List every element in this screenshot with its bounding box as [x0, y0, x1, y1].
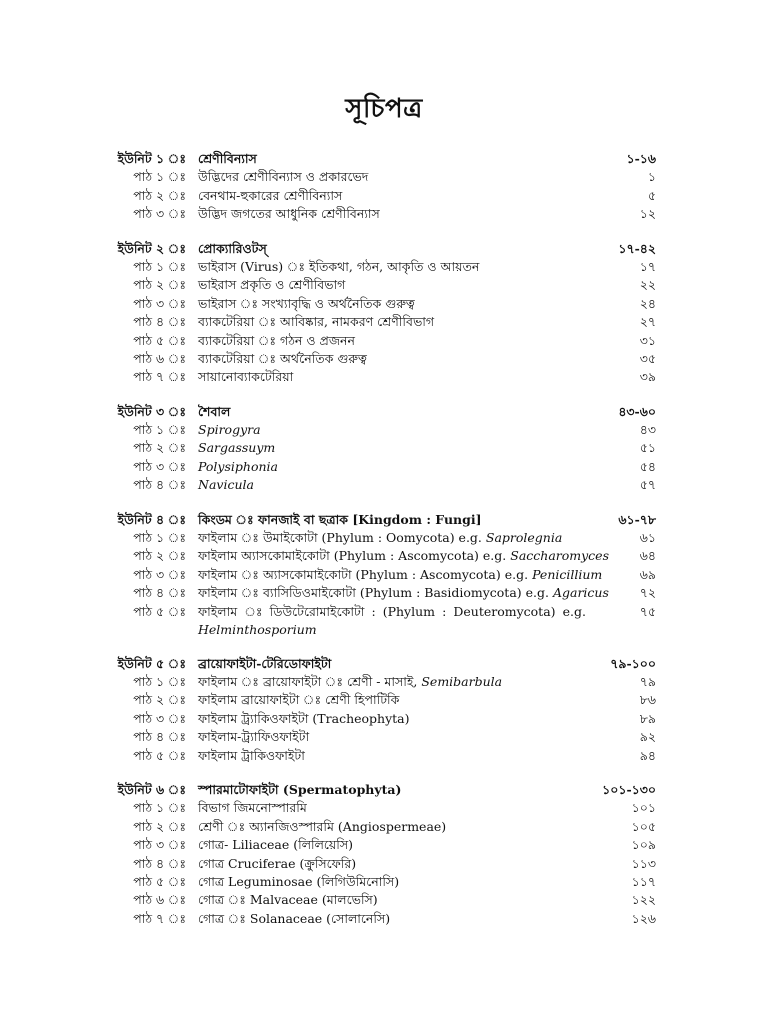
- lesson-page: ৩১: [639, 332, 656, 348]
- unit-label: ইউনিট ৬ ঃ: [117, 781, 186, 797]
- unit-title: [198, 511, 598, 529]
- lesson-row[interactable]: [0, 187, 768, 205]
- unit-1: [0, 150, 768, 224]
- lesson-title: গোত্র ঃ Malvaceae (মালভেসি): [198, 892, 378, 908]
- unit-3: [0, 403, 768, 495]
- lesson-title: গোত্র ঃ Solanaceae (সোলানেসি): [198, 910, 391, 926]
- lesson-label: পাঠ ১ ঃ: [133, 530, 186, 546]
- lesson-title: উদ্ভিদ জগতের আধুনিক শ্রেণীবিন্যাস: [198, 206, 380, 222]
- lesson-label: পাঠ ৫ ঃ: [133, 603, 186, 619]
- lesson-title: ভাইরাস প্রকৃতি ও শ্রেণীবিভাগ: [198, 277, 346, 293]
- lesson-page: ১২৬: [631, 910, 656, 926]
- lesson-page: ৫৭: [639, 477, 656, 493]
- lesson-title: গোত্র- Liliaceae (লিলিয়েসি): [198, 837, 353, 853]
- lesson-title-text: ফাইলাম ঃ ব্যাসিডিওমাইকোটা (Phylum : Basidiomycota) e.g.: [198, 585, 549, 601]
- lesson-row[interactable]: [0, 476, 768, 494]
- lesson-label: পাঠ ৪ ঃ: [133, 477, 186, 493]
- lesson-title: Spirogyra: [198, 422, 261, 438]
- lesson-title: Sargassuym: [198, 440, 276, 456]
- lesson-page: ১২: [639, 206, 656, 222]
- lesson-title-text: ফাইলাম অ্যাসকোমাইকোটা (Phylum : Ascomycota) e.g.: [198, 548, 507, 564]
- unit-title: ব্রায়োফাইটা-টেরিডোফাইটা: [198, 655, 332, 671]
- lesson-row[interactable]: [0, 439, 768, 457]
- unit-label: ইউনিট ৩ ঃ: [117, 403, 186, 419]
- lesson-label: পাঠ ৬ ঃ: [133, 892, 186, 908]
- lesson-title-word: Deuteromycota): [453, 603, 556, 619]
- lesson-title-word: ডিউটেরোমাইকোটা: [269, 603, 365, 619]
- lesson-title: ব্যাকটেরিয়া ঃ গঠন ও প্রজনন: [198, 332, 355, 348]
- unit-row[interactable]: [0, 403, 768, 421]
- lesson-row[interactable]: [0, 529, 768, 547]
- lesson-title: ব্যাকটেরিয়া ঃ আবিষ্কার, নামকরণ শ্রেণীবিভাগ: [198, 314, 435, 330]
- unit-label: ইউনিট ২ ঃ: [117, 240, 186, 256]
- unit-label: ইউনিট ১ ঃ: [117, 151, 186, 166]
- lesson-label: পাঠ ১ ঃ: [133, 800, 186, 816]
- lesson-row[interactable]: [0, 421, 768, 439]
- genus-name: Saprolegnia: [485, 530, 563, 546]
- lesson-title: ফাইলাম ব্রায়োফাইটা ঃ শ্রেণী হিপাটিকি: [198, 692, 400, 708]
- lesson-row[interactable]: [0, 205, 768, 223]
- lesson-row[interactable]: [0, 566, 768, 584]
- lesson-row[interactable]: [0, 313, 768, 331]
- lesson-row[interactable]: [0, 276, 768, 294]
- unit-title: প্রোক্যারিওটস্: [198, 240, 267, 256]
- lesson-row[interactable]: [0, 873, 768, 891]
- unit-pages: ৪৩-৬০: [618, 403, 656, 419]
- lesson-label: পাঠ ৩ ঃ: [133, 566, 186, 582]
- unit-row[interactable]: [0, 150, 768, 168]
- unit-6: [0, 781, 768, 928]
- page-title: সূচিপত্র: [345, 94, 423, 124]
- lesson-row[interactable]: [0, 891, 768, 909]
- genus-name: Helminthosporium: [198, 621, 317, 637]
- unit-title: শ্রেণীবিন্যাস: [198, 151, 257, 166]
- lesson-label: পাঠ ১ ঃ: [133, 258, 186, 274]
- lesson-label: পাঠ ২ ঃ: [133, 818, 186, 834]
- lesson-title: বিভাগ জিমনোস্পারমি: [198, 800, 307, 816]
- lesson-label: পাঠ ২ ঃ: [133, 277, 186, 293]
- lesson-title-word: ফাইলাম: [198, 603, 238, 619]
- lesson-title: [198, 547, 609, 565]
- lesson-title: উদ্ভিদের শ্রেণীবিন্যাস ও প্রকারভেদ: [198, 169, 369, 185]
- lesson-page: ৮৯: [639, 710, 656, 726]
- lesson-row[interactable]: [0, 350, 768, 368]
- lesson-label: পাঠ ৩ ঃ: [133, 295, 186, 311]
- unit-title-english: [Kingdom : Fungi]: [352, 511, 482, 527]
- lesson-page: ১০৯: [631, 837, 656, 853]
- lesson-page: ৬৯: [639, 566, 656, 582]
- lesson-label: পাঠ ৪ ঃ: [133, 314, 186, 330]
- lesson-label: পাঠ ২ ঃ: [133, 440, 186, 456]
- lesson-row[interactable]: [0, 836, 768, 854]
- lesson-page: ২৪: [639, 295, 656, 311]
- lesson-page: ৫৪: [639, 458, 656, 474]
- lesson-row[interactable]: [0, 691, 768, 709]
- lesson-label: পাঠ ৭ ঃ: [133, 910, 186, 926]
- lesson-page: ২৭: [639, 314, 656, 330]
- lesson-title-text: ফাইলাম ঃ উমাইকোটা (Phylum : Oomycota) e.g.: [198, 530, 482, 546]
- lesson-row[interactable]: [0, 368, 768, 386]
- lesson-label: পাঠ ২ ঃ: [133, 187, 186, 203]
- lesson-row[interactable]: [0, 747, 768, 765]
- lesson-label: পাঠ ৩ ঃ: [133, 837, 186, 853]
- unit-label: ইউনিট ৪ ঃ: [117, 511, 186, 527]
- lesson-page: ৭২: [639, 585, 656, 601]
- genus-name: Penicillium: [532, 566, 603, 582]
- unit-row[interactable]: [0, 781, 768, 799]
- lesson-title: ব্যাকটেরিয়া ঃ অর্থনৈতিক গুরুত্ব: [198, 350, 367, 366]
- lesson-row[interactable]: [0, 458, 768, 476]
- lesson-label: পাঠ ৪ ঃ: [133, 729, 186, 745]
- lesson-row[interactable]: [0, 910, 768, 928]
- unit-pages: ৭৯-১০০: [610, 655, 656, 671]
- unit-title: স্পারমাটোফাইটা (Spermatophyta): [198, 781, 402, 797]
- lesson-page: ১৭: [639, 258, 656, 274]
- lesson-row[interactable]: [0, 818, 768, 836]
- lesson-label: পাঠ ৭ ঃ: [133, 369, 186, 385]
- unit-pages: ১৭-৪২: [618, 240, 656, 256]
- genus-name: Semibarbula: [421, 673, 503, 689]
- lesson-label: পাঠ ৬ ঃ: [133, 350, 186, 366]
- unit-label: ইউনিট ৫ ঃ: [117, 655, 186, 671]
- lesson-page: ৯৪: [639, 747, 656, 763]
- lesson-row[interactable]: [0, 547, 768, 565]
- lesson-title: [198, 603, 586, 621]
- unit-title-bengali: কিংডম ঃ ফানজাই বা ছত্রাক: [198, 511, 353, 527]
- lesson-title-text: ফাইলাম ঃ অ্যাসকোমাইকোটা (Phylum : Ascomycota) e.g.: [198, 566, 529, 582]
- unit-2: [0, 240, 768, 387]
- lesson-row[interactable]: [0, 603, 768, 639]
- lesson-label: পাঠ ১ ঃ: [133, 673, 186, 689]
- lesson-page: ১১৭: [631, 873, 656, 889]
- lesson-page: ৮৬: [639, 692, 656, 708]
- lesson-label: পাঠ ১ ঃ: [133, 422, 186, 438]
- lesson-title: [198, 673, 598, 691]
- lesson-page: ৫: [647, 187, 656, 203]
- unit-row[interactable]: [0, 511, 768, 529]
- unit-pages: ১০১-১৩০: [602, 781, 656, 797]
- lesson-page: ৫১: [639, 440, 656, 456]
- lesson-title-text: ফাইলাম ঃ ব্রায়োফাইটা ঃ শ্রেণী - মাসাই,: [198, 673, 418, 689]
- lesson-title: গোত্র Leguminosae (লিগিউমিনোসি): [198, 873, 400, 889]
- lesson-title: ভাইরাস ঃ সংখ্যাবৃদ্ধি ও অর্থনৈতিক গুরুত্ব: [198, 295, 415, 311]
- lesson-page: ১: [647, 169, 656, 185]
- lesson-row[interactable]: [0, 584, 768, 602]
- lesson-label: পাঠ ২ ঃ: [133, 692, 186, 708]
- lesson-page: ৩৫: [639, 350, 656, 366]
- lesson-title: শ্রেণী ঃ অ্যানজিওস্পারমি (Angiospermeae): [198, 818, 447, 834]
- lesson-row[interactable]: [0, 295, 768, 313]
- lesson-page: ৩৯: [639, 369, 656, 385]
- lesson-label: পাঠ ৪ ঃ: [133, 585, 186, 601]
- lesson-page: ৯২: [639, 729, 656, 745]
- lesson-page: ১২২: [631, 892, 656, 908]
- unit-title: শৈবাল: [198, 403, 231, 419]
- genus-name: Saccharomyces: [510, 548, 609, 564]
- lesson-label: পাঠ ২ ঃ: [133, 548, 186, 564]
- lesson-label: পাঠ ৪ ঃ: [133, 855, 186, 871]
- lesson-title-word: ঃ: [244, 603, 263, 619]
- lesson-row[interactable]: [0, 168, 768, 186]
- lesson-title-word: e.g.: [562, 603, 586, 619]
- lesson-title: Navicula: [198, 477, 254, 493]
- unit-row[interactable]: [0, 655, 768, 673]
- lesson-row[interactable]: [0, 258, 768, 276]
- lesson-page: ১১৩: [631, 855, 656, 871]
- unit-row[interactable]: [0, 240, 768, 258]
- lesson-title: বেনথাম-হুকারের শ্রেণীবিন্যাস: [198, 187, 343, 203]
- lesson-page: ১০১: [631, 800, 656, 816]
- lesson-title: [198, 529, 598, 547]
- lesson-page: ২২: [639, 277, 656, 293]
- lesson-page: ৭৯: [639, 673, 656, 689]
- lesson-label: পাঠ ৩ ঃ: [133, 458, 186, 474]
- lesson-label: পাঠ ৩ ঃ: [133, 710, 186, 726]
- table-of-contents: [0, 150, 768, 944]
- lesson-title: [198, 584, 609, 602]
- lesson-row[interactable]: [0, 728, 768, 746]
- lesson-title-word: (Phylum: [382, 603, 436, 619]
- lesson-title: সায়ানোব্যাকটেরিয়া: [198, 369, 294, 385]
- unit-pages: ৬১-৭৮: [618, 511, 656, 527]
- lesson-title: ফাইলাম ট্রাকিওফাইটা: [198, 747, 305, 763]
- lesson-title: [198, 566, 603, 584]
- lesson-title-word: :: [371, 603, 376, 619]
- lesson-row[interactable]: [0, 799, 768, 817]
- lesson-label: পাঠ ৩ ঃ: [133, 206, 186, 222]
- lesson-row[interactable]: [0, 332, 768, 350]
- lesson-label: পাঠ ৫ ঃ: [133, 747, 186, 763]
- lesson-page: ৭৫: [639, 603, 656, 619]
- lesson-title: Polysiphonia: [198, 458, 278, 474]
- lesson-title-word: :: [442, 603, 447, 619]
- lesson-page: ৪৩: [639, 422, 656, 438]
- lesson-row[interactable]: [0, 855, 768, 873]
- lesson-label: পাঠ ৫ ঃ: [133, 332, 186, 348]
- lesson-page: ৬৪: [639, 548, 656, 564]
- lesson-title: ভাইরাস (Virus) ঃ ইতিকথা, গঠন, আকৃতি ও আয়তন: [198, 258, 480, 274]
- lesson-row[interactable]: [0, 673, 768, 691]
- lesson-title: ফাইলাম-ট্র্যাফিওফাইটা: [198, 729, 310, 745]
- lesson-label: পাঠ ৫ ঃ: [133, 873, 186, 889]
- lesson-title: ফাইলাম ট্র্যাকিওফাইটা (Tracheophyta): [198, 710, 410, 726]
- unit-pages: ১-১৬: [626, 151, 656, 166]
- unit-4: [0, 511, 768, 639]
- unit-5: [0, 655, 768, 765]
- lesson-title: গোত্র Cruciferae (ক্রুসিফেরি): [198, 855, 357, 871]
- genus-name: Agaricus: [552, 585, 609, 601]
- lesson-page: ৬১: [639, 530, 656, 546]
- lesson-label: পাঠ ১ ঃ: [133, 169, 186, 185]
- lesson-row[interactable]: [0, 710, 768, 728]
- lesson-page: ১০৫: [631, 818, 656, 834]
